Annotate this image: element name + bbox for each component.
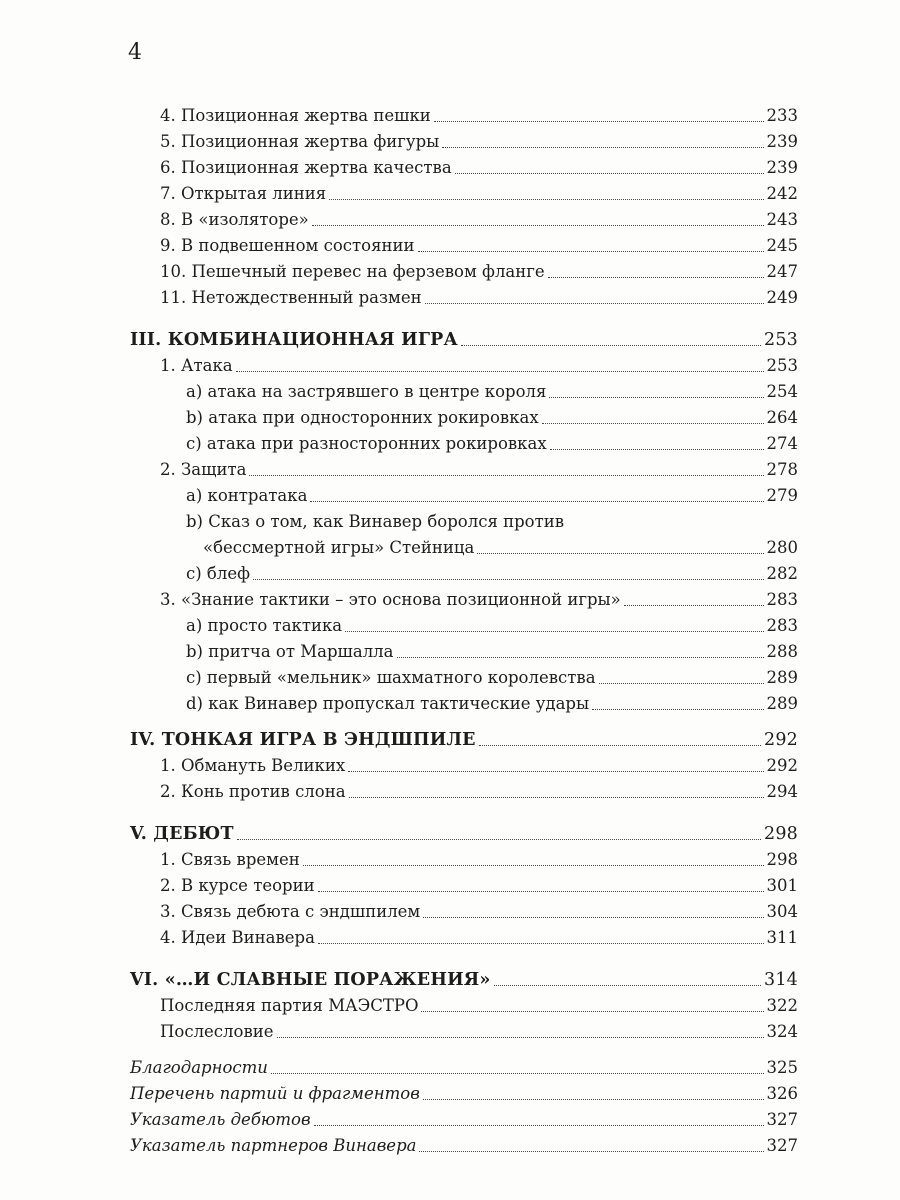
entry-page: 294 bbox=[766, 782, 798, 801]
entry-page: 292 bbox=[763, 730, 798, 750]
toc-entry[interactable] bbox=[130, 662, 798, 688]
toc-entry[interactable] bbox=[130, 558, 798, 584]
leader-dots bbox=[349, 796, 764, 798]
entry-title: 1. Атака bbox=[160, 356, 233, 375]
leader-dots bbox=[397, 656, 764, 658]
toc-entry[interactable] bbox=[130, 256, 798, 282]
entry-page: 298 bbox=[766, 850, 798, 869]
entry-page: 326 bbox=[766, 1084, 798, 1103]
entry-title: Последняя партия МАЭСТРО bbox=[160, 996, 419, 1015]
toc-entry[interactable] bbox=[130, 636, 798, 662]
leader-dots bbox=[549, 396, 763, 398]
entry-page: 288 bbox=[766, 642, 798, 661]
entry-title: 2. Конь против слона bbox=[160, 782, 346, 801]
leader-dots bbox=[271, 1072, 764, 1074]
toc-entry[interactable] bbox=[130, 178, 798, 204]
toc-part-vi[interactable] bbox=[130, 964, 798, 990]
toc-entry[interactable] bbox=[130, 1016, 798, 1042]
toc-entry[interactable] bbox=[130, 126, 798, 152]
entry-title: 10. Пешечный перевес на ферзевом фланге bbox=[160, 262, 545, 281]
entry-page: 289 bbox=[766, 694, 798, 713]
toc-entry[interactable] bbox=[130, 990, 798, 1016]
toc-entry[interactable] bbox=[130, 152, 798, 178]
toc-back-matter[interactable] bbox=[130, 1130, 798, 1156]
entry-title: Послесловие bbox=[160, 1022, 274, 1041]
toc-entry[interactable] bbox=[130, 402, 798, 428]
entry-page: 324 bbox=[766, 1022, 798, 1041]
entry-page: 278 bbox=[766, 460, 798, 479]
toc-entry[interactable] bbox=[130, 100, 798, 126]
entry-title: 3. «Знание тактики – это основа позиционной игры» bbox=[160, 590, 621, 609]
entry-title: 5. Позиционная жертва фигуры bbox=[160, 132, 440, 151]
entry-page: 254 bbox=[766, 382, 798, 401]
toc-entry[interactable] bbox=[130, 844, 798, 870]
entry-page: 298 bbox=[763, 824, 798, 844]
part-title: VI. «…И СЛАВНЫЕ ПОРАЖЕНИЯ» bbox=[130, 970, 491, 990]
entry-page: 245 bbox=[766, 236, 798, 255]
entry-page: 314 bbox=[763, 970, 798, 990]
leader-dots bbox=[237, 838, 761, 840]
part-title: V. ДЕБЮТ bbox=[130, 824, 234, 844]
entry-page: 301 bbox=[766, 876, 798, 895]
toc-entry[interactable] bbox=[130, 532, 798, 558]
leader-dots bbox=[253, 578, 763, 580]
entry-page: 274 bbox=[766, 434, 798, 453]
entry-page: 280 bbox=[766, 538, 798, 557]
entry-page: 279 bbox=[766, 486, 798, 505]
entry-title: 2. В курсе теории bbox=[160, 876, 315, 895]
entry-page: 239 bbox=[766, 158, 798, 177]
leader-dots bbox=[423, 916, 763, 918]
toc-entry[interactable] bbox=[130, 688, 798, 714]
toc-back-matter[interactable] bbox=[130, 1052, 798, 1078]
entry-title: «бессмертной игры» Стейница bbox=[203, 538, 475, 557]
toc-entry[interactable] bbox=[130, 454, 798, 480]
leader-dots bbox=[423, 1098, 764, 1100]
toc-entry[interactable] bbox=[130, 480, 798, 506]
toc-entry[interactable] bbox=[130, 776, 798, 802]
toc-part-iv[interactable] bbox=[130, 724, 798, 750]
leader-dots bbox=[419, 1150, 763, 1152]
toc-entry[interactable] bbox=[130, 584, 798, 610]
table-of-contents bbox=[130, 100, 798, 1156]
entry-title: 1. Связь времен bbox=[160, 850, 300, 869]
leader-dots bbox=[442, 146, 763, 148]
entry-title: 11. Нетождественный размен bbox=[160, 288, 422, 307]
entry-title: 1. Обмануть Великих bbox=[160, 756, 346, 775]
entry-page: 253 bbox=[763, 330, 798, 350]
leader-dots bbox=[249, 474, 763, 476]
toc-entry[interactable] bbox=[130, 750, 798, 776]
leader-dots bbox=[542, 422, 764, 424]
leader-dots bbox=[599, 682, 764, 684]
leader-dots bbox=[345, 630, 763, 632]
entry-title: d) как Винавер пропускал тактические удары bbox=[186, 694, 590, 713]
entry-page: 327 bbox=[766, 1136, 798, 1155]
leader-dots bbox=[277, 1036, 764, 1038]
toc-entry[interactable] bbox=[130, 230, 798, 256]
entry-page: 311 bbox=[766, 928, 798, 947]
toc-back-matter[interactable] bbox=[130, 1104, 798, 1130]
entry-page: 253 bbox=[766, 356, 798, 375]
entry-title: 8. В «изоляторе» bbox=[160, 210, 309, 229]
entry-page: 247 bbox=[766, 262, 798, 281]
entry-title: Перечень партий и фрагментов bbox=[130, 1084, 420, 1103]
entry-title: b) атака при односторонних рокировках bbox=[186, 408, 539, 427]
toc-back-matter[interactable] bbox=[130, 1078, 798, 1104]
entry-page: 239 bbox=[766, 132, 798, 151]
toc-entry[interactable] bbox=[130, 376, 798, 402]
part-title: IV. ТОНКАЯ ИГРА В ЭНДШПИЛЕ bbox=[130, 730, 476, 750]
entry-page: 282 bbox=[766, 564, 798, 583]
leader-dots bbox=[310, 500, 763, 502]
entry-title: c) первый «мельник» шахматного королевства bbox=[186, 668, 596, 687]
leader-dots bbox=[592, 708, 763, 710]
entry-page: 322 bbox=[766, 996, 798, 1015]
entry-title: Указатель дебютов bbox=[130, 1110, 311, 1129]
toc-entry-line[interactable] bbox=[130, 506, 798, 532]
leader-dots bbox=[303, 864, 764, 866]
toc-entry[interactable] bbox=[130, 350, 798, 376]
entry-title: c) атака при разносторонних рокировках bbox=[186, 434, 547, 453]
entry-title: Благодарности bbox=[130, 1058, 268, 1077]
entry-page: 249 bbox=[766, 288, 798, 307]
entry-page: 283 bbox=[766, 590, 798, 609]
entry-title: 2. Защита bbox=[160, 460, 247, 479]
toc-entry[interactable] bbox=[130, 896, 798, 922]
leader-dots bbox=[312, 224, 764, 226]
entry-title: а) просто тактика bbox=[186, 616, 343, 635]
leader-dots bbox=[494, 984, 761, 986]
toc-entry[interactable] bbox=[130, 922, 798, 948]
entry-page: 325 bbox=[766, 1058, 798, 1077]
entry-title: а) атака на застрявшего в центре короля bbox=[186, 382, 547, 401]
toc-part-v[interactable] bbox=[130, 818, 798, 844]
entry-title: 4. Идеи Винавера bbox=[160, 928, 315, 947]
entry-page: 242 bbox=[766, 184, 798, 203]
leader-dots bbox=[418, 250, 764, 252]
entry-page: 264 bbox=[766, 408, 798, 427]
leader-dots bbox=[477, 552, 763, 554]
entry-page: 289 bbox=[766, 668, 798, 687]
toc-entry[interactable] bbox=[130, 870, 798, 896]
leader-dots bbox=[425, 302, 764, 304]
toc-entry[interactable] bbox=[130, 204, 798, 230]
entry-page: 233 bbox=[766, 106, 798, 125]
leader-dots bbox=[461, 344, 761, 346]
leader-dots bbox=[318, 890, 764, 892]
entry-title: 4. Позиционная жертва пешки bbox=[160, 106, 431, 125]
leader-dots bbox=[421, 1010, 763, 1012]
entry-page: 283 bbox=[766, 616, 798, 635]
entry-title: b) Сказ о том, как Винавер боролся против bbox=[186, 512, 565, 531]
toc-entry[interactable] bbox=[130, 610, 798, 636]
leader-dots bbox=[455, 172, 764, 174]
entry-page: 327 bbox=[766, 1110, 798, 1129]
part-title: III. КОМБИНАЦИОННАЯ ИГРА bbox=[130, 330, 458, 350]
entry-title: b) притча от Маршалла bbox=[186, 642, 394, 661]
leader-dots bbox=[550, 448, 764, 450]
entry-title: 3. Связь дебюта с эндшпилем bbox=[160, 902, 421, 921]
leader-dots bbox=[318, 942, 764, 944]
entry-page: 304 bbox=[766, 902, 798, 921]
leader-dots bbox=[314, 1124, 764, 1126]
toc-entry[interactable] bbox=[130, 282, 798, 308]
entry-title: c) блеф bbox=[186, 564, 251, 583]
toc-part-iii[interactable] bbox=[130, 324, 798, 350]
entry-title: Указатель партнеров Винавера bbox=[130, 1136, 417, 1155]
entry-title: 6. Позиционная жертва качества bbox=[160, 158, 452, 177]
entry-title: а) контратака bbox=[186, 486, 308, 505]
leader-dots bbox=[236, 370, 764, 372]
leader-dots bbox=[479, 744, 761, 746]
leader-dots bbox=[348, 770, 763, 772]
page-number: 4 bbox=[128, 40, 142, 65]
leader-dots bbox=[548, 276, 764, 278]
toc-entry[interactable] bbox=[130, 428, 798, 454]
leader-dots bbox=[434, 120, 764, 122]
leader-dots bbox=[624, 604, 764, 606]
leader-dots bbox=[329, 198, 763, 200]
entry-page: 243 bbox=[766, 210, 798, 229]
entry-page: 292 bbox=[766, 756, 798, 775]
entry-title: 7. Открытая линия bbox=[160, 184, 327, 203]
entry-title: 9. В подвешенном состоянии bbox=[160, 236, 415, 255]
